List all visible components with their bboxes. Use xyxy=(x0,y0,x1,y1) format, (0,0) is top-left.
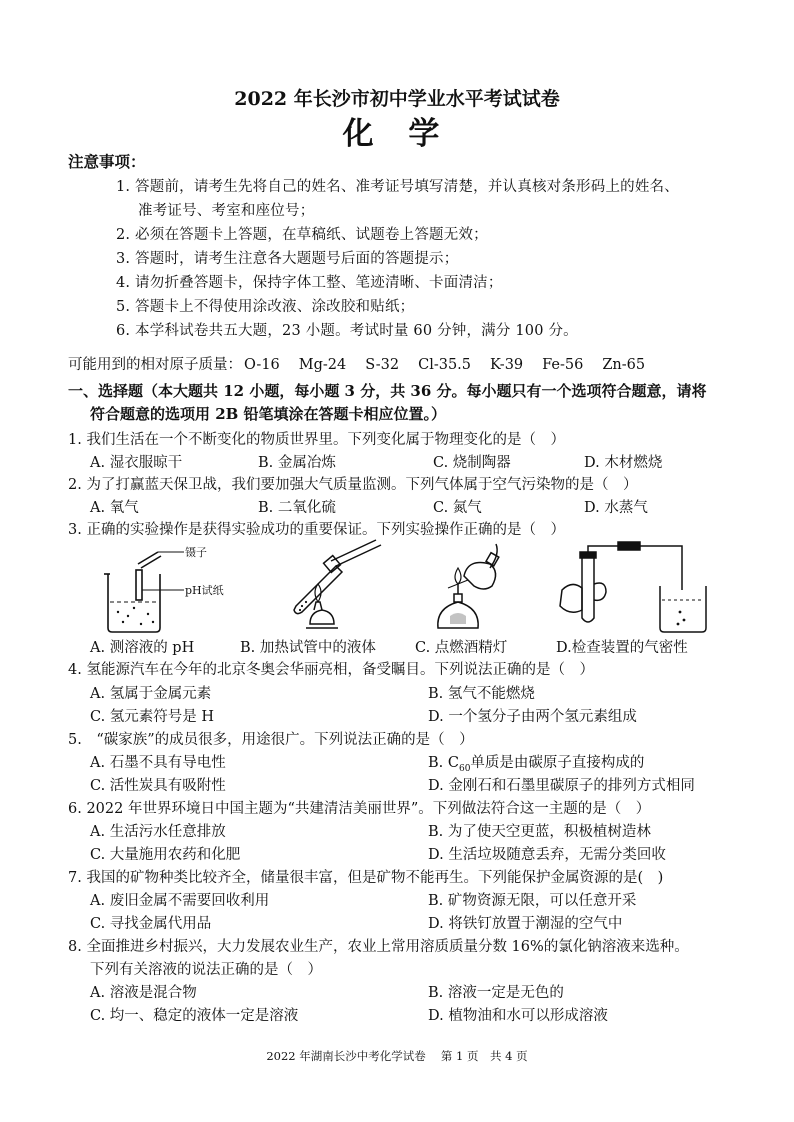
option-d: D. 水蒸气 xyxy=(584,500,648,516)
ph-paper-label: pH试纸 xyxy=(185,584,224,597)
heating-test-tube-figure xyxy=(276,536,396,636)
option-c: C. 均一、稳定的液体一定是溶液 xyxy=(90,1008,299,1024)
option-b: B. 金属冶炼 xyxy=(258,455,336,471)
notice-item: 准考证号、考室和座位号； xyxy=(138,203,315,219)
tweezers-label: 镊子 xyxy=(185,546,207,559)
option-d: D.检查装置的气密性 xyxy=(556,640,688,656)
atomic-mass: O-16 xyxy=(244,357,280,373)
option-d: D. 将铁钉放置于潮湿的空气中 xyxy=(428,916,623,932)
option-b: B. 矿物资源无限，可以任意开采 xyxy=(428,893,637,909)
question-stem: 5. “碳家族”的成员很多，用途很广。下列说法正确的是（ ） xyxy=(68,732,474,748)
atomic-mass: K-39 xyxy=(490,357,524,373)
c60-subscript: 60 xyxy=(458,763,471,774)
option-b: B. 为了使天空更蓝，积极植树造林 xyxy=(428,824,651,840)
question-stem-cont: 下列有关溶液的说法正确的是（ ） xyxy=(90,962,322,978)
question-stem: 8. 全面推进乡村振兴，大力发展农业生产，农业上常用溶质质量分数 16%的氯化钠溶液来选种。 xyxy=(68,939,689,955)
option-c: C. 寻找金属代用品 xyxy=(90,916,212,932)
notice-heading: 注意事项： xyxy=(68,152,146,171)
notice-item: 2. 必须在答题卡上答题，在草稿纸、试题卷上答题无效； xyxy=(116,227,488,243)
section-heading: 一、选择题（本大题共 12 小题，每小题 3 分，共 36 分。每小题只有一个选项符合题意，请将 xyxy=(68,382,707,400)
atomic-masses-label: 可能用到的相对原子质量： xyxy=(68,357,242,373)
atomic-mass: Zn-65 xyxy=(602,357,646,373)
atomic-mass: Fe-56 xyxy=(542,357,584,373)
option-a: A. 石墨不具有导电性 xyxy=(90,755,226,771)
option-a: A. 氧气 xyxy=(90,500,139,516)
option-b: B. 溶液一定是无色的 xyxy=(428,985,564,1001)
option-b-rest: 单质是由碳原子直接构成的 xyxy=(470,755,645,771)
subject-title: 化 学 xyxy=(342,116,452,152)
question-stem: 1. 我们生活在一个不断变化的物质世界里。下列变化属于物理变化的是（ ） xyxy=(68,432,565,448)
option-a: A. 测溶液的 pH xyxy=(90,640,195,656)
option-a: A. 废旧金属不需要回收利用 xyxy=(90,893,270,909)
exam-title: 2022 年长沙市初中学业水平考试试卷 xyxy=(234,88,560,110)
atomic-masses xyxy=(68,353,664,374)
alcohol-lamp-figure xyxy=(428,538,538,636)
option-b: B. 加热试管中的液体 xyxy=(240,640,376,656)
question-stem: 2. 为了打赢蓝天保卫战，我们要加强大气质量监测。下列气体属于空气污染物的是（ ） xyxy=(68,477,638,493)
airtightness-check-figure xyxy=(552,540,712,636)
section-heading-cont: 符合题意的选项用 2B 铅笔填涂在答题卡相应位置。） xyxy=(90,405,447,423)
notice-item: 6. 本学科试卷共五大题，23 小题。考试时量 60 分钟，满分 100 分。 xyxy=(116,323,578,339)
question-stem: 4. 氢能源汽车在今年的北京冬奥会华丽亮相，备受瞩目。下列说法正确的是（ ） xyxy=(68,662,594,678)
option-a: A. 氢属于金属元素 xyxy=(90,686,212,702)
question-stem: 7. 我国的矿物种类比较齐全，储量很丰富，但是矿物不能再生。下列能保护金属资源的是( ) xyxy=(68,870,664,886)
option-a: A. 湿衣服晾干 xyxy=(90,455,183,471)
option-b: B. 二氧化硫 xyxy=(258,500,336,516)
option-b-prefix: B. C xyxy=(428,755,459,771)
option-c: C. 氮气 xyxy=(433,500,482,516)
atomic-mass: S-32 xyxy=(365,357,400,373)
question-stem: 3. 正确的实验操作是获得实验成功的重要保证。下列实验操作正确的是（ ） xyxy=(68,522,565,538)
option-a: A. 溶液是混合物 xyxy=(90,985,197,1001)
option-c: C. 点燃酒精灯 xyxy=(415,640,508,656)
option-d: D. 生活垃圾随意丢弃，无需分类回收 xyxy=(428,847,666,863)
atomic-mass: Mg-24 xyxy=(298,357,347,373)
notice-item: 1. 答题前，请考生先将自己的姓名、准考证号填写清楚，并认真核对条形码上的姓名、 xyxy=(116,179,679,195)
option-b: B. 氢气不能燃烧 xyxy=(428,686,535,702)
option-c: C. 活性炭具有吸附性 xyxy=(90,778,226,794)
notice-item: 4. 请勿折叠答题卡，保持字体工整、笔迹清晰、卡面清洁； xyxy=(116,275,503,291)
option-d: D. 植物油和水可以形成溶液 xyxy=(428,1008,608,1024)
option-c: C. 氢元素符号是 H xyxy=(90,709,215,725)
option-d: D. 金刚石和石墨里碳原子的排列方式相同 xyxy=(428,778,695,794)
notice-item: 3. 答题时，请考生注意各大题题号后面的答题提示； xyxy=(116,251,459,267)
option-d: D. 木材燃烧 xyxy=(584,455,663,471)
option-c: C. 烧制陶器 xyxy=(433,455,511,471)
notice-item: 5. 答题卡上不得使用涂改液、涂改胶和贴纸； xyxy=(116,299,415,315)
option-c: C. 大量施用农药和化肥 xyxy=(90,847,241,863)
option-a: A. 生活污水任意排放 xyxy=(90,824,226,840)
atomic-mass: Cl-35.5 xyxy=(418,357,472,373)
page-footer: 2022 年湖南长沙中考化学试卷 第 1 页 共 4 页 xyxy=(266,1049,528,1063)
question-stem: 6. 2022 年世界环境日中国主题为“共建清洁美丽世界”。下列做法符合这一主题的是（ ） xyxy=(68,801,651,817)
option-b xyxy=(428,751,644,774)
option-d: D. 一个氢分子由两个氢元素组成 xyxy=(428,709,637,725)
